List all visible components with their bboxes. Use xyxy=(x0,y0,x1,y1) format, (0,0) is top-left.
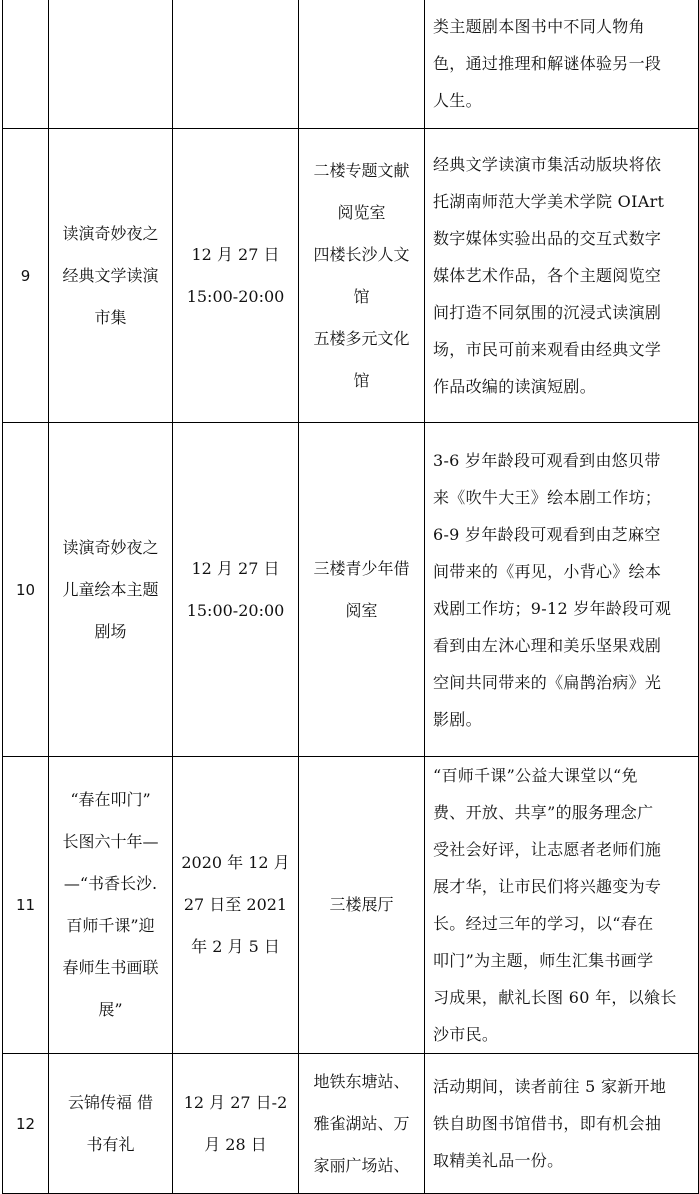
cell-description-line: 间打造不同氛围的沉浸式读演剧 xyxy=(433,303,662,322)
cell-activity-name-line: 云锦传福 借 xyxy=(67,1092,154,1112)
cell-venue-line: 家丽广场站、 xyxy=(313,1155,410,1175)
cell-venue-line: 四楼长沙人文 xyxy=(313,244,410,264)
cell-date-time-line: 12 月 27 日-2 xyxy=(183,1092,288,1112)
cell-activity-name-line: 长图六十年— xyxy=(62,832,159,851)
cell-description xyxy=(425,0,699,129)
cell-description-line: 习成果，献礼长图 60 年，以飨长 xyxy=(433,988,677,1007)
cell-activity-name xyxy=(49,423,173,757)
cell-description-line: 间带来的《再见，小背心》绘本 xyxy=(433,561,662,581)
cell-description-line: 叩门”为主题，师生汇集书画学 xyxy=(433,951,654,970)
cell-description-line: 空间共同带来的《扁鹊治病》光 xyxy=(433,672,662,692)
cell-venue xyxy=(299,129,425,423)
cell-date-time-line: 年 2 月 5 日 xyxy=(191,937,280,956)
table-row xyxy=(3,757,699,1054)
cell-description-line: 取精美礼品一份。 xyxy=(433,1151,564,1170)
cell-description-line: 媒体艺术作品，各个主题阅览空 xyxy=(433,266,662,285)
cell-description xyxy=(425,423,699,757)
table-row xyxy=(3,0,699,129)
cell-venue-line: 五楼多元文化 xyxy=(313,328,410,348)
events-table xyxy=(2,0,699,1194)
cell-venue xyxy=(299,757,425,1054)
cell-description-line: 活动期间，读者前往 5 家新开地 xyxy=(433,1077,667,1096)
cell-description xyxy=(425,1054,699,1194)
cell-date-time xyxy=(173,129,299,423)
cell-description-line: 托湖南师范大学美术学院 OIArt xyxy=(433,192,665,211)
cell-activity-name-line: 读演奇妙夜之 xyxy=(62,537,159,557)
cell-venue xyxy=(299,0,425,129)
cell-activity-name xyxy=(49,1054,173,1194)
cell-activity-name xyxy=(49,129,173,423)
cell-number: 9 xyxy=(3,129,49,423)
table-row xyxy=(3,1054,699,1194)
cell-activity-name-line: 百师千课”迎 xyxy=(66,916,155,935)
cell-venue xyxy=(299,1054,425,1194)
cell-date-time-line: 27 日至 2021 xyxy=(183,895,288,914)
cell-activity-name-line: 经典文学读演 xyxy=(62,265,159,285)
cell-date-time xyxy=(173,757,299,1054)
cell-activity-name-line: “春在叩门” xyxy=(70,790,151,809)
cell-description-line: 场，市民可前来观看由经典文学 xyxy=(433,340,662,359)
cell-activity-name-line: 市集 xyxy=(94,307,127,327)
cell-date-time-line: 15:00-20:00 xyxy=(186,600,285,620)
cell-description-line: 影剧。 xyxy=(433,709,482,729)
cell-date-time xyxy=(173,0,299,129)
cell-description-line: 展才华，让市民们将兴趣变为专 xyxy=(433,877,662,896)
cell-activity-name xyxy=(49,0,173,129)
cell-venue-line: 馆 xyxy=(353,286,370,306)
cell-activity-name-line: 儿童绘本主题 xyxy=(62,579,159,599)
cell-description-line: 数字媒体实验出品的交互式数字 xyxy=(433,229,662,248)
cell-venue-line: 阅览室 xyxy=(337,202,386,222)
cell-venue-line: 二楼专题文献 xyxy=(313,160,410,180)
cell-activity-name-line: —“书香长沙. xyxy=(63,874,158,893)
cell-activity-name-line: 春师生书画联 xyxy=(62,958,159,977)
cell-date-time-line: 月 28 日 xyxy=(204,1134,267,1154)
cell-venue-line: 馆 xyxy=(353,370,370,390)
cell-description-line: 长。经过三年的学习，以“春在 xyxy=(433,914,654,933)
cell-activity-name xyxy=(49,757,173,1054)
cell-date-time xyxy=(173,423,299,757)
cell-date-time-line: 12 月 27 日 xyxy=(191,558,280,578)
cell-description-line: 色，通过推理和解谜体验另一段 xyxy=(433,54,662,73)
cell-date-time-line: 15:00-20:00 xyxy=(186,286,285,306)
cell-description-line: 3-6 岁年龄段可观看到由悠贝带 xyxy=(433,450,661,470)
cell-activity-name-line: 书有礼 xyxy=(86,1134,135,1154)
cell-number xyxy=(3,0,49,129)
cell-description-line: 费、开放、共享”的服务理念广 xyxy=(433,803,654,822)
cell-venue-line: 雅雀湖站、万 xyxy=(313,1113,410,1133)
cell-number: 12 xyxy=(3,1054,49,1194)
cell-activity-name-line: 读演奇妙夜之 xyxy=(62,223,159,243)
cell-description-line: 铁自助图书馆借书，即有机会抽 xyxy=(433,1114,662,1133)
cell-description-line: 类主题剧本图书中不同人物角 xyxy=(433,17,645,36)
cell-activity-name-line: 剧场 xyxy=(94,621,127,641)
cell-description-line: 经典文学读演市集活动版块将依 xyxy=(433,155,662,174)
table-row xyxy=(3,129,699,423)
cell-description-line: 作品改编的读演短剧。 xyxy=(433,377,597,396)
cell-number: 10 xyxy=(3,423,49,757)
cell-description-line: 戏剧工作坊；9-12 岁年龄段可观 xyxy=(433,598,672,618)
cell-date-time-line: 2020 年 12 月 xyxy=(181,853,290,872)
cell-description xyxy=(425,129,699,423)
cell-venue-line: 阅室 xyxy=(345,600,378,620)
cell-description-line: 受社会好评，让志愿者老师们施 xyxy=(433,840,662,859)
cell-description-line: 看到由左沐心理和美乐坚果戏剧 xyxy=(433,635,662,655)
cell-description-line: “百师千课”公益大课堂以“免 xyxy=(433,766,638,785)
cell-description xyxy=(425,757,699,1054)
cell-activity-name-line: 展” xyxy=(98,1000,123,1019)
cell-description-line: 人生。 xyxy=(433,91,482,110)
cell-description-line: 沙市民。 xyxy=(433,1025,499,1044)
cell-description-line: 6-9 岁年龄段可观看到由芝麻空 xyxy=(433,524,661,544)
cell-venue-line: 三楼青少年借 xyxy=(313,558,410,578)
cell-venue-line: 地铁东塘站、 xyxy=(313,1071,410,1091)
table-row xyxy=(3,423,699,757)
cell-venue xyxy=(299,423,425,757)
cell-description-line: 来《吹牛大王》绘本剧工作坊； xyxy=(433,487,662,507)
cell-date-time-line: 12 月 27 日 xyxy=(191,244,280,264)
cell-date-time xyxy=(173,1054,299,1194)
cell-venue-line: 三楼展厅 xyxy=(329,895,394,914)
cell-number: 11 xyxy=(3,757,49,1054)
